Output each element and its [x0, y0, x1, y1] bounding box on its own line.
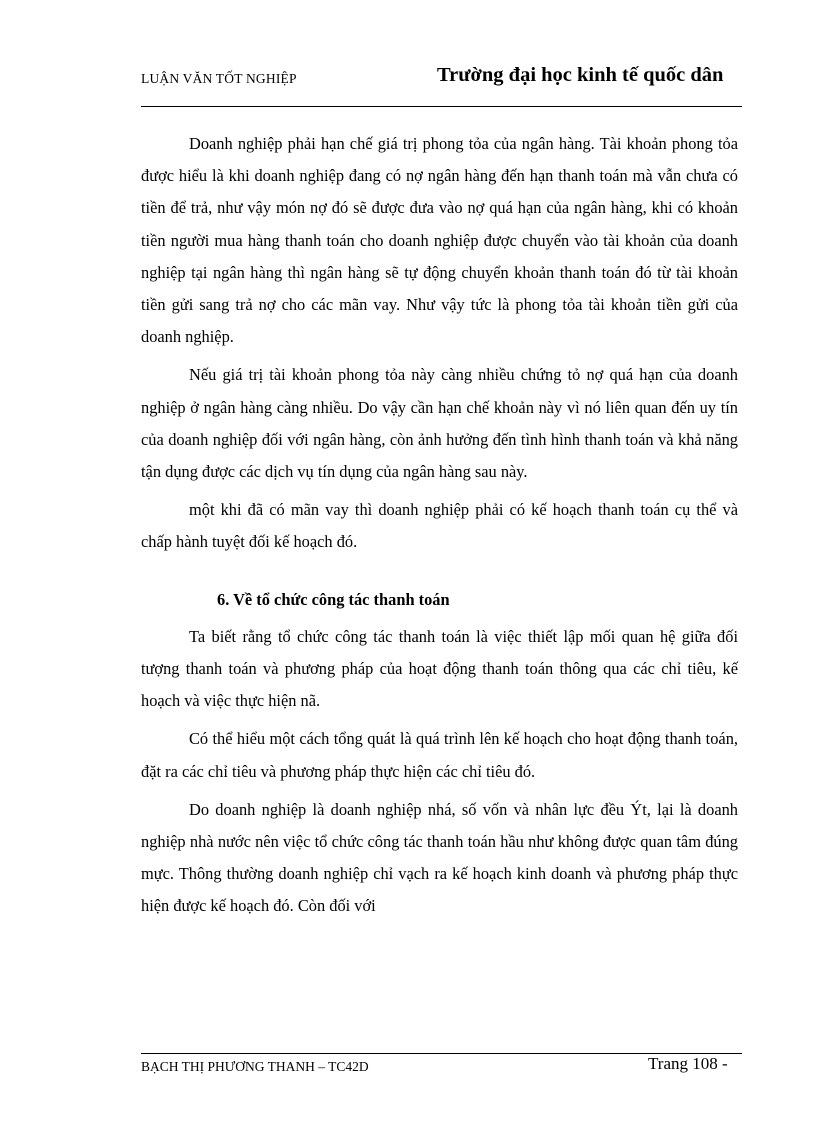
paragraph: Có thể hiểu một cách tổng quát là quá trình lên kế hoạch cho hoạt động thanh toán, đặt ra các chỉ tiêu và phương pháp thực hiện các chỉ tiêu đó.: [141, 729, 738, 781]
header-divider: [141, 106, 742, 107]
section-heading: 6. Về tổ chức công tác thanh toán: [217, 589, 450, 609]
page-body: [141, 128, 738, 929]
paragraph: Do doanh nghiệp là doanh nghiệp nhá, số vốn và nhân lực đều Ýt, lại là doanh nghiệp nhà nước nên việc tổ chức công tác thanh toán hầu như không được quan tâm đúng mực. Thông thường doanh nghiệp chỉ vạch ra kế hoạch kinh doanh và phương pháp thực hiện được kế hoạch đó. Còn đối với: [141, 799, 738, 916]
paragraph: Doanh nghiệp phải hạn chế giá trị phong tỏa của ngân hàng. Tài khoản phong tỏa được hiểu là khi doanh nghiệp đang có nợ ngân hàng đến hạn thanh toán mà vẫn chưa có tiền để trả, như vậy món nợ đó sẽ được đưa vào nợ quá hạn của ngân hàng, khi có khoản tiền người mua hàng thanh toán cho doanh nghiệp được chuyển vào tài khoản của doanh nghiệp tại ngân hàng thì ngân hàng sẽ tự động chuyển khoản thanh toán đó từ tài khoản tiền gửi sang trả nợ cho các mãn vay. Như vậy tức là phong tỏa tài khoản tiền gửi của doanh nghiệp.: [141, 134, 738, 347]
paragraph: Ta biết rằng tổ chức công tác thanh toán là việc thiết lập mối quan hệ giữa đối tượng thanh toán và phương pháp của hoạt động thanh toán thông qua các chỉ tiêu, kế hoạch và việc thực hiện nã.: [141, 626, 738, 711]
footer-page-number: Trang 108 -: [648, 1054, 728, 1073]
paragraph: Nếu giá trị tài khoản phong tỏa này càng nhiều chứng tỏ nợ quá hạn của doanh nghiệp ở ngân hàng càng nhiều. Do vậy cần hạn chế khoản này vì nó liên quan đến uy tín của doanh nghiệp đối với ngân hàng, còn ảnh hưởng đến tình hình thanh toán và khả năng tận dụng được các dịch vụ tín dụng của ngân hàng sau này.: [141, 365, 738, 482]
header-thesis-label: LUẬN VĂN TỐT NGHIỆP: [141, 71, 297, 86]
header-university-name: Trường đại học kinh tế quốc dân: [437, 64, 724, 86]
paragraph: một khi đã có mãn vay thì doanh nghiệp phải có kế hoạch thanh toán cụ thể và chấp hành tuyệt đối kế hoạch đó.: [141, 500, 738, 552]
footer-author: BẠCH THỊ PHƯƠNG THANH – TC42D: [141, 1059, 369, 1074]
